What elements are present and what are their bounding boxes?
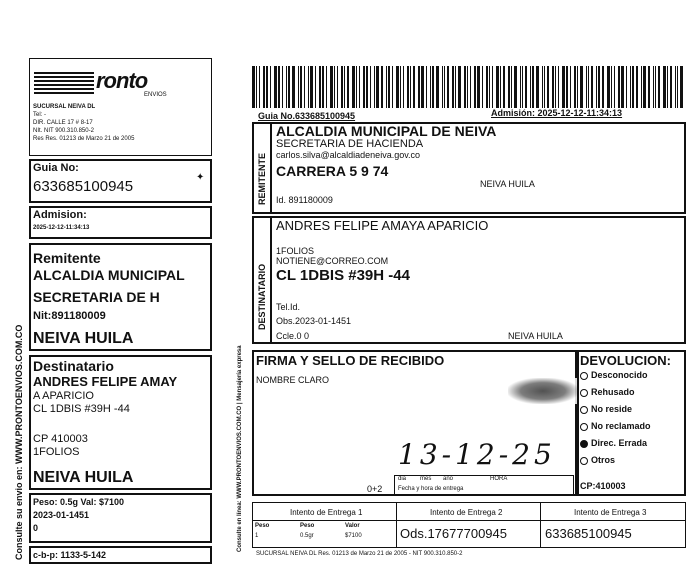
right-sender-vertical: REMITENTE (257, 152, 267, 205)
barcode-bar (552, 66, 554, 108)
barcode-bar (621, 66, 624, 108)
right-recipient-divider (270, 216, 272, 344)
left-recipient-name-1: ANDRES FELIPE AMAY (33, 374, 178, 389)
barcode-bar (304, 66, 305, 108)
barcode-bar (436, 66, 439, 108)
barcode-bar (596, 66, 597, 108)
barcode-bar (322, 66, 324, 108)
barcode-bar (580, 66, 583, 108)
left-sender-nit: Nit:891180009 (33, 310, 106, 322)
barcode-bar (455, 66, 456, 108)
barcode-bar (536, 66, 539, 108)
barcode-bar (591, 66, 593, 108)
barcode-bar (570, 66, 571, 108)
barcode-bar (667, 66, 668, 108)
barcode-bar (489, 66, 490, 108)
barcode-bar (630, 66, 631, 108)
return-cp: CP:410003 (580, 481, 626, 491)
barcode-bar (566, 66, 568, 108)
right-sender-address: CARRERA 5 9 74 (276, 163, 389, 179)
name-label: NOMBRE CLARO (256, 375, 330, 385)
barcode-bar (653, 66, 654, 108)
signature-title: FIRMA Y SELLO DE RECIBIDO (256, 353, 445, 368)
branch-resolution: Res Res. 01213 de Marzo 21 de 2005 (33, 136, 135, 142)
barcode-bar (430, 66, 431, 108)
right-recipient-folios: 1FOLIOS (276, 246, 315, 256)
barcode-bar (363, 66, 365, 108)
valor-value: $7100 (345, 533, 362, 539)
barcode-bar (310, 66, 313, 108)
right-barcode (252, 66, 686, 108)
return-options (580, 370, 686, 469)
right-sender-id: Id. 891180009 (276, 195, 333, 205)
barcode-bar (259, 66, 260, 108)
barcode-bar (421, 66, 424, 108)
barcode-bar (263, 66, 265, 108)
barcode-bar (555, 66, 556, 108)
left-admission-value: 2025-12-12-11:34:13 (33, 225, 90, 231)
left-recipient-title: Destinatario (33, 358, 114, 374)
barcode-bar (680, 66, 683, 108)
right-recipient-vertical: DESTINATARIO (257, 263, 267, 330)
barcode-bar (392, 66, 393, 108)
return-option-not-living[interactable]: No reside (580, 404, 686, 421)
barcode-bar (388, 66, 390, 108)
barcode-bar (482, 66, 483, 108)
branch-address: DIR. CALLE 17 # 8-17 (33, 120, 93, 126)
date-col-month: mes (420, 476, 432, 482)
left-guide-label: Guia No: (33, 162, 79, 174)
valor-label: Valor (345, 523, 360, 529)
left-sender-city: NEIVA HUILA (33, 330, 134, 347)
return-title: DEVOLUCION: (580, 353, 671, 368)
barcode-bar (467, 66, 468, 108)
right-side-text: Consulte en línea: WWW.PRONTOENVIOS.COM.CO | Mensajería expresa (237, 345, 243, 552)
barcode-bar (400, 66, 401, 108)
barcode-bar (522, 66, 523, 108)
company-logo (34, 66, 206, 100)
barcode-bar (252, 66, 255, 108)
barcode-bar (658, 66, 660, 108)
barcode-bar (611, 66, 612, 108)
barcode-bar (530, 66, 531, 108)
barcode-bar (326, 66, 327, 108)
left-admission-label: Admision: (33, 209, 87, 221)
barcode-bar (544, 66, 545, 108)
left-guide-mark: ✦ (196, 172, 205, 183)
barcode-bar (520, 66, 521, 108)
weight-label: Peso (255, 523, 270, 529)
barcode-bar (274, 66, 277, 108)
right-admission-header: Admisión: 2025-12-12-11:34:13 (491, 108, 623, 118)
barcode-bar (514, 66, 517, 108)
right-recipient-email: NOTIENE@CORREO.COM (276, 256, 389, 266)
return-option-unknown[interactable]: Desconocido (580, 370, 686, 387)
branch-name: SUCURSAL NEIVA DL (33, 104, 96, 110)
barcode-bar (663, 66, 666, 108)
barcode-bar (376, 66, 379, 108)
barcode-bar (648, 66, 650, 108)
right-sender-dept: SECRETARIA DE HACIENDA (276, 138, 424, 150)
barcode-bar (547, 66, 549, 108)
barcode-bar (270, 66, 271, 108)
return-option-wrong-address[interactable]: Direc. Errada (580, 438, 686, 455)
right-recipient-address: CL 1DBIS #39H -44 (276, 267, 410, 284)
barcode-bar (352, 66, 355, 108)
right-sender-city: NEIVA HUILA (480, 179, 535, 189)
attempt-2-label: Intento de Entrega 2 (430, 508, 503, 517)
left-sender-name: ALCALDIA MUNICIPAL (33, 267, 185, 283)
barcode-bar (330, 66, 333, 108)
right-recipient-obs: Obs.2023-01-1451 (276, 316, 352, 326)
left-guide-number: 633685100945 (33, 178, 134, 195)
barcode-bar (470, 66, 471, 108)
left-zero: 0 (33, 523, 39, 533)
attempts-col-divider-2 (540, 502, 541, 548)
barcode-bar (347, 66, 349, 108)
barcode-bar (577, 66, 578, 108)
barcode-bar (636, 66, 638, 108)
left-date: 2023-01-1451 (33, 510, 90, 520)
barcode-bar (370, 66, 371, 108)
barcode-bar (496, 66, 499, 108)
right-sender-divider (270, 122, 272, 214)
right-recipient-tel: Tel.Id. (276, 302, 301, 312)
left-recipient-address: CL 1DBIS #39H -44 (33, 403, 130, 415)
left-recipient-folios: 1FOLIOS (33, 446, 80, 458)
stamp-smudge (508, 378, 578, 404)
right-guide-header: Guia No.633685100945 (258, 111, 356, 121)
left-recipient-name-2: A APARICIO (33, 390, 94, 402)
radio-unclaimed[interactable] (580, 423, 588, 431)
attempt-1-label: Intento de Entrega 1 (290, 508, 363, 517)
ods-number: Ods.17677700945 (400, 526, 507, 541)
peso-label: Peso (300, 523, 315, 529)
right-recipient-city: NEIVA HUILA (508, 331, 563, 341)
radio-other[interactable] (580, 457, 588, 465)
barcode-bar (655, 66, 656, 108)
date-col-day: dia (398, 476, 407, 482)
date-time-label: Fecha y hora de entrega (398, 486, 464, 492)
barcode-bar (452, 66, 454, 108)
barcode-bar (500, 66, 501, 108)
barcode-bar (337, 66, 338, 108)
barcode-bar (407, 66, 409, 108)
barcode-bar (525, 66, 527, 108)
barcode-bar (614, 66, 615, 108)
barcode-bar (300, 66, 302, 108)
barcode-bar (532, 66, 534, 108)
barcode-bar (410, 66, 411, 108)
left-recipient-cp: CP 410003 (33, 433, 88, 445)
barcode-bar (464, 66, 466, 108)
barcode-bar (492, 66, 493, 108)
guide-repeat: 633685100945 (545, 526, 632, 541)
barcode-bar (503, 66, 505, 108)
barcode-bar (432, 66, 434, 108)
barcode-bar (298, 66, 299, 108)
right-footer: SUCURSAL NEIVA DL Res. 01213 de Marzo 21 de 2005 - NIT 900.310.850-2 (256, 551, 463, 557)
barcode-bar (442, 66, 443, 108)
left-sender-title: Remitente (33, 250, 101, 266)
right-recipient-cclo: Ccle.0 0 (276, 331, 310, 341)
left-recipient-city: NEIVA HUILA (33, 469, 134, 486)
barcode-bar (288, 66, 290, 108)
barcode-bar (474, 66, 476, 108)
right-recipient-name: ANDRES FELIPE AMAYA APARICIO (276, 218, 489, 233)
barcode-bar (558, 66, 559, 108)
barcode-bar (607, 66, 610, 108)
barcode-bar (278, 66, 280, 108)
return-option-unclaimed[interactable]: No reclamado (580, 421, 686, 438)
return-option-other[interactable]: Otros (580, 455, 686, 469)
barcode-bar (292, 66, 295, 108)
right-sender-email: carlos.silva@alcaldiadeneiva.gov.co (276, 150, 421, 160)
branch-tel: Tel: - (33, 112, 47, 118)
barcode-bar (618, 66, 620, 108)
barcode-bar (266, 66, 268, 108)
weight-value: 1 (255, 533, 259, 539)
barcode-bar (282, 66, 283, 108)
barcode-bar (396, 66, 399, 108)
barcode-bar (315, 66, 316, 108)
barcode-bar (643, 66, 646, 108)
barcode-bar (403, 66, 404, 108)
attempts-row-divider (252, 520, 686, 521)
barcode-bar (381, 66, 383, 108)
barcode-bar (334, 66, 335, 108)
attempts-col-divider-1 (396, 502, 397, 548)
barcode-bar (447, 66, 449, 108)
barcode-bar (602, 66, 604, 108)
radio-refused[interactable] (580, 389, 588, 397)
barcode-bar (341, 66, 343, 108)
barcode-bar (344, 66, 345, 108)
barcode-bar (586, 66, 587, 108)
barcode-bar (444, 66, 445, 108)
barcode-bar (511, 66, 512, 108)
barcode-bar (308, 66, 309, 108)
logo-subtext: ENVIOS (144, 92, 167, 98)
zero-two: 0+2 (367, 484, 383, 494)
left-sender-dept: SECRETARIA DE H (33, 289, 160, 305)
date-col-hour: HORA (490, 476, 508, 482)
return-option-refused[interactable]: Rehusado (580, 387, 686, 404)
right-sender-name: ALCALDIA MUNICIPAL DE NEIVA (276, 123, 497, 139)
attempt-3-label: Intento de Entrega 3 (574, 508, 647, 517)
barcode-bar (319, 66, 321, 108)
left-side-text: Consulte su envio en: WWW.PRONTOENVIOS.COM.CO (14, 324, 24, 560)
barcode-bar (632, 66, 634, 108)
barcode-bar (386, 66, 387, 108)
radio-not-living[interactable] (580, 406, 588, 414)
barcode-bar (286, 66, 287, 108)
barcode-bar (366, 66, 368, 108)
barcode-bar (574, 66, 576, 108)
barcode-bar (458, 66, 461, 108)
logo-text: ronto (96, 68, 148, 93)
barcode-bar (426, 66, 427, 108)
barcode-bar (359, 66, 360, 108)
barcode-bar (641, 66, 642, 108)
barcode-bar (418, 66, 420, 108)
handwritten-date: 13-12-25 (398, 438, 556, 471)
left-code-footer: c-b-p: 1133-5-142 (33, 550, 107, 560)
barcode-bar (542, 66, 543, 108)
barcode-bar (477, 66, 480, 108)
barcode-bar (598, 66, 600, 108)
left-weight-value: Peso: 0.5g Val: $7100 (33, 497, 125, 507)
date-col-year: año (443, 476, 454, 482)
barcode-bar (588, 66, 589, 108)
radio-unknown[interactable] (580, 372, 588, 380)
barcode-bar (508, 66, 510, 108)
radio-wrong-address[interactable] (580, 440, 588, 448)
barcode-bar (374, 66, 375, 108)
barcode-bar (670, 66, 672, 108)
barcode-bar (675, 66, 676, 108)
barcode-bar (562, 66, 565, 108)
barcode-bar (677, 66, 678, 108)
barcode-bar (486, 66, 488, 108)
barcode-bar (256, 66, 257, 108)
barcode-bar (413, 66, 415, 108)
barcode-bar (626, 66, 627, 108)
branch-nit: NIt. NIT 900.310.850-2 (33, 128, 94, 134)
peso-value: 0.5gr (300, 533, 314, 539)
barcode-bar (356, 66, 357, 108)
